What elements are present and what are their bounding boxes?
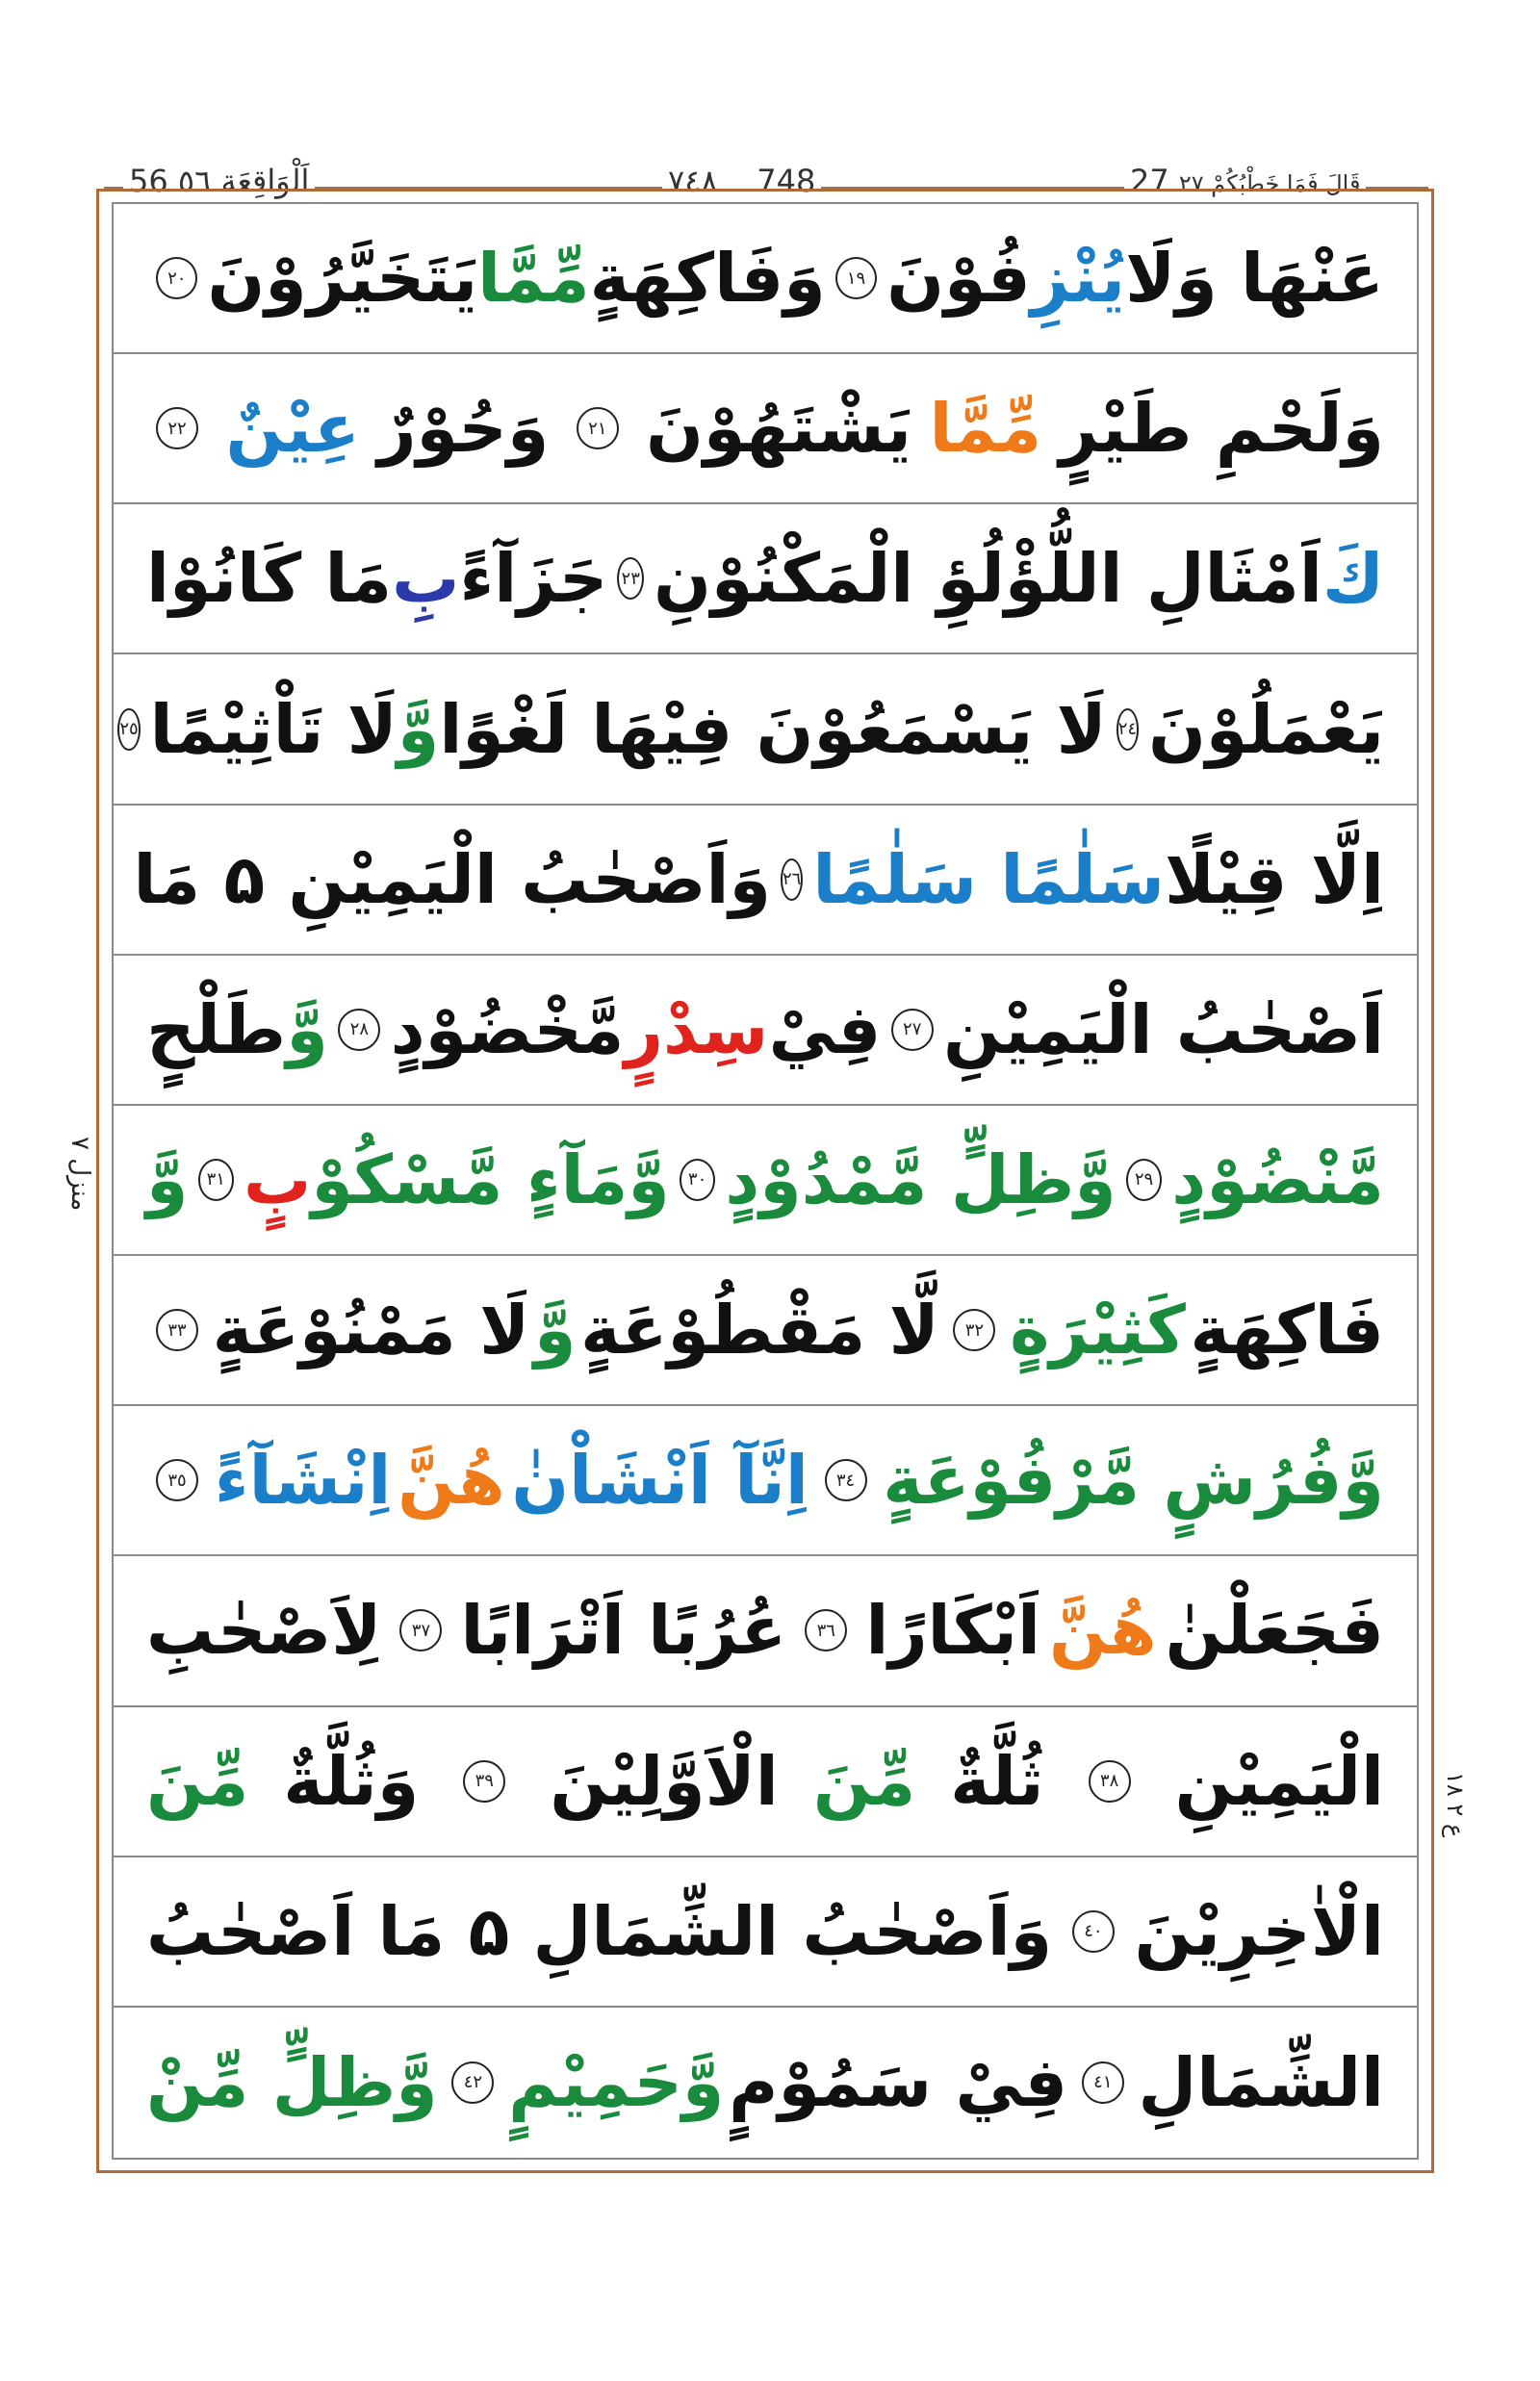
arabic-text: يُنْزِ	[1030, 239, 1126, 319]
arabic-text: فَجَعَلْنٰ	[1165, 1591, 1384, 1671]
arabic-text: جَزَآءً	[459, 539, 608, 619]
arabic-text: لَا يَسْمَعُوْنَ فِيْهَا لَغْوًا	[439, 689, 1107, 769]
verse-number-marker: ٣٦	[805, 1609, 847, 1651]
arabic-text: مَا كَانُوْا	[146, 539, 393, 619]
verse-number-marker: ٢٩	[1126, 1159, 1163, 1201]
arabic-text: يَتَخَيَّرُوْنَ	[207, 239, 478, 319]
text-frame	[112, 202, 1419, 2160]
text-line	[114, 806, 1417, 956]
arabic-text: هُنَّ	[398, 1441, 505, 1521]
arabic-text: وَاَصْحٰبُ الشِّمَالِ ۵ مَا اَصْحٰبُ	[146, 1891, 1053, 1971]
verse-number-marker: ٣٧	[399, 1609, 442, 1651]
text-line	[114, 504, 1417, 654]
verse-number-marker: ٣٢	[953, 1309, 995, 1351]
text-line	[114, 1857, 1417, 2008]
verse-number-marker: ٤١	[1082, 2061, 1124, 2104]
arabic-text: الْاَوَّلِيْنَ	[550, 1741, 779, 1821]
arabic-text: بِ	[392, 539, 460, 619]
arabic-text: وَاَصْحٰبُ الْيَمِيْنِ ۵ مَا	[133, 839, 771, 919]
arabic-text: اِنَّآ اَنْشَاْنٰ	[511, 1441, 808, 1521]
verse-number-marker: ٣٨	[1089, 1760, 1131, 1803]
arabic-text: بٍ	[244, 1139, 312, 1219]
text-line	[114, 2008, 1417, 2158]
arabic-text: اِنْشَآءً	[214, 1441, 392, 1521]
arabic-text: وَّظِلٍّ مَّمْدُوْدٍ	[725, 1139, 1116, 1219]
verse-number-marker: ٢٦	[781, 858, 803, 901]
arabic-text: وَّ	[145, 1139, 189, 1219]
arabic-text: هُنَّ	[1049, 1591, 1157, 1671]
arabic-text: عِيْنٌ	[225, 389, 360, 469]
arabic-text: وَّحَمِيْمٍ	[508, 2042, 725, 2122]
juz-name: قَالَ فَمَا خَطْبُكُمْ ٢٧	[1178, 170, 1361, 197]
text-line	[114, 1406, 1417, 1556]
arabic-text: عَنْهَا وَلَا	[1125, 239, 1384, 319]
text-line	[114, 204, 1417, 354]
arabic-text: وَثُلَّةٌ	[283, 1741, 420, 1821]
arabic-text: كَثِيْرَةٍ	[1010, 1291, 1186, 1370]
verse-number-marker: ٢٨	[338, 1009, 380, 1051]
arabic-text: لِاَصْحٰبِ	[146, 1591, 382, 1671]
arabic-text: مِّمَّا	[929, 389, 1042, 469]
verse-number-marker: ٣٣	[156, 1309, 198, 1351]
arabic-text: وَّ	[533, 1291, 577, 1370]
text-line	[114, 1106, 1417, 1256]
manzil-marker: منزل ٧	[65, 1137, 94, 1212]
verse-number-marker: ٣١	[198, 1159, 235, 1201]
arabic-text: اِلَّا قِيْلًا	[1164, 839, 1384, 919]
verse-number-marker: ١٩	[835, 257, 877, 299]
arabic-text: وَفَاكِهَةٍ	[589, 239, 826, 319]
arabic-text: وَّ	[397, 689, 440, 769]
verse-number-marker: ٢٤	[1116, 708, 1139, 751]
arabic-text: وَّمَآءٍ مَّسْكُوْ	[311, 1139, 670, 1219]
arabic-text: سَلٰمًا سَلٰمًا	[812, 839, 1165, 919]
text-line	[114, 1707, 1417, 1857]
text-line	[114, 956, 1417, 1106]
page-number-urdu: ٧٤٨	[668, 163, 718, 199]
verse-number-marker: ٤٠	[1072, 1910, 1115, 1953]
verse-number-marker: ٢٧	[891, 1009, 934, 1051]
ruku-marker: ع ٢ ١٨	[1442, 1771, 1469, 1838]
arabic-text: يَعْمَلُوْنَ	[1148, 689, 1384, 769]
arabic-text: كَ	[1322, 539, 1384, 619]
arabic-text: مَّخْضُوْدٍ	[390, 989, 625, 1069]
arabic-text: وَلَحْمِ طَيْرٍ	[1059, 389, 1384, 469]
arabic-text: الشِّمَالِ	[1138, 2042, 1384, 2122]
verse-number-marker: ٣٩	[463, 1760, 505, 1803]
arabic-text: وَّ	[286, 989, 328, 1069]
arabic-text: مَّنْضُوْدٍ	[1171, 1139, 1384, 1219]
verse-number-marker: ٢٠	[156, 257, 197, 299]
arabic-text: وَّفُرُشٍ مَّرْفُوْعَةٍ	[883, 1441, 1384, 1521]
arabic-text: يَشْتَهُوْنَ	[646, 389, 912, 469]
verse-number-marker: ٢٢	[156, 407, 198, 449]
verse-number-marker: ٢١	[577, 407, 619, 449]
arabic-text: لَا تَاْثِيْمًا	[149, 689, 398, 769]
text-line	[114, 1256, 1417, 1406]
arabic-text: اَبْكَارًا	[865, 1591, 1040, 1671]
arabic-text: سِدْرٍ	[624, 989, 769, 1069]
arabic-text: عُرُبًا اَتْرَابًا	[460, 1591, 787, 1671]
arabic-text: اَصْحٰبُ الْيَمِيْنِ	[943, 989, 1384, 1069]
juz-number: 27	[1130, 163, 1169, 199]
verse-number-marker: ٣٥	[156, 1459, 198, 1501]
arabic-text: الْيَمِيْنِ	[1174, 1741, 1384, 1821]
arabic-text: مِّنَ	[812, 1741, 916, 1821]
verse-number-marker: ٣٤	[825, 1459, 867, 1501]
arabic-text: فَاكِهَةٍ	[1190, 1291, 1384, 1370]
text-line	[114, 1556, 1417, 1706]
arabic-text: لَا مَمْنُوْعَةٍ	[212, 1291, 530, 1370]
arabic-text: ثُلَّةٌ	[950, 1741, 1044, 1821]
page-number: 748	[757, 163, 816, 199]
arabic-text: مِّمَّا	[477, 239, 590, 319]
arabic-text: فِيْ	[768, 989, 882, 1069]
verse-number-marker: ٢٥	[117, 708, 140, 751]
arabic-text: الْاٰخِرِيْنَ	[1134, 1891, 1384, 1971]
text-line	[114, 354, 1417, 504]
arabic-text: فُوْنَ	[886, 239, 1031, 319]
surah-name: اَلْوَاقِعَة ٥٦	[177, 163, 310, 199]
surah-number: 56	[129, 163, 168, 199]
verse-number-marker: ٤٢	[451, 2061, 494, 2104]
arabic-text: وَحُوْرٌ	[377, 389, 550, 469]
arabic-text: لَّا مَقْطُوْعَةٍ	[580, 1291, 939, 1370]
arabic-text: فِيْ سَمُوْمٍ	[729, 2042, 1068, 2122]
arabic-text: وَّظِلٍّ مِّنْ	[146, 2042, 438, 2122]
arabic-text: طَلْحٍ	[146, 989, 287, 1069]
verse-number-marker: ٣٠	[680, 1159, 716, 1201]
arabic-text: مِّنَ	[146, 1741, 249, 1821]
arabic-text: اَمْثَالِ اللُّؤْلُؤِ الْمَكْنُوْنِ	[654, 539, 1322, 619]
text-line	[114, 654, 1417, 805]
verse-number-marker: ٢٣	[617, 557, 644, 600]
